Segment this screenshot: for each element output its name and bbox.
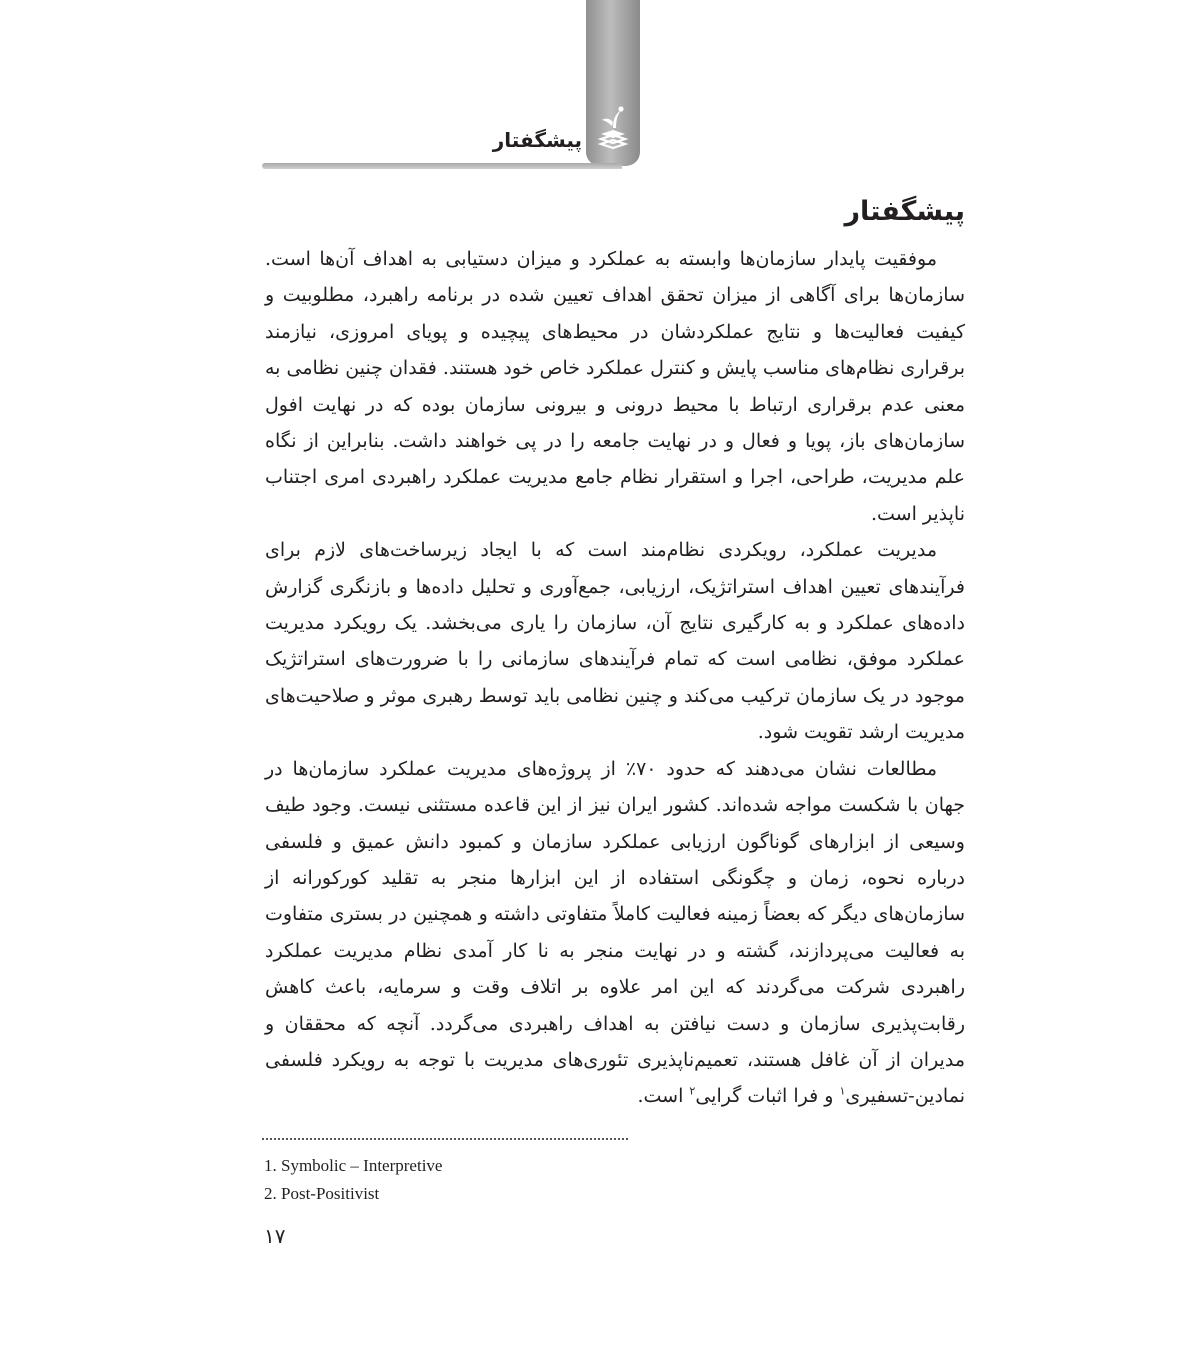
paragraph-1: موفقیت پایدار سازمان‌ها وابسته به عملکرد و میزان دستیابی به اهداف آن‌ها است. سازمان‌ها برای آگاهی از میزان تحقق اهداف تعیین شده در برنامه راهبرد، مطلوبیت و کیفیت فعالیت‌ها و نتایج عملکردشان در محیط‌های پیچیده و پویای امروزی، نیازمند برقراری نظام‌های مناسب پایش و کنترل عملکرد خاص خود هستند. فقدان چنین نظامی به معنی عدم برقراری ارتباط با محیط درونی و بیرونی سازمان بوده که در نهایت افول سازمان‌های باز، پویا و فعال و در نهایت جامعه را در پی خواهند داشت. بنابراین از نگاه علم مدیریت، طراحی، اجرا و استقرار نظام جامع مدیریت عملکرد راهبردی امری اجتناب ناپذیر است. <box>265 248 965 525</box>
body-text <box>265 241 965 1115</box>
paragraph-3-mid: و فرا اثبات گرایی <box>695 1085 840 1108</box>
header-rule <box>262 163 622 169</box>
footnotes <box>264 1152 442 1208</box>
paragraph-3-text: مطالعات نشان می‌دهند که حدود ۷۰٪ از پروژه‌های مدیریت عملکرد سازمان‌ها در جهان با شکست مواجه شده‌اند. کشور ایران نیز از این قاعده مستثنی نیست. وجود طیف وسیعی از ابزارهای گوناگون ارزیابی عملکرد سازمان و کمبود دانش عمیق و فلسفی درباره نحوه، زمان و چگونگی استفاده از این ابزارها منجر به تقلید کورکورانه از سازمان‌های دیگر که بعضاً زمینه فعالیت کاملاً متفاوتی داشته و همچنین در بستری متفاوت به فعالیت می‌پردازند، گشته و در نهایت منجر به نا کار آمدی نظام مدیریت عملکرد راهبردی شرکت می‌گردند که این امر علاوه بر اتلاف وقت و سرمایه، باعث کاهش رقابت‌پذیری سازمان و دست نیافتن به اهداف راهبردی می‌گردد. آنچه که محققان و مدیران از آن غافل هستند، تعمیم‌ناپذیری تئوری‌های مدیریت با توجه به رویکرد فلسفی نمادین-تسفیری <box>265 757 965 1108</box>
footnote-2: 2. Post-Positivist <box>264 1184 380 1203</box>
paragraph-3-end: است. <box>637 1085 690 1108</box>
footnote-ref-2: ۲ <box>689 1085 696 1099</box>
footnote-1: 1. Symbolic – Interpretive <box>264 1156 443 1175</box>
paragraph-3 <box>265 751 965 1115</box>
footnote-separator <box>262 1138 628 1140</box>
page-number: ۱۷ <box>264 1224 286 1248</box>
paragraph-2: مدیریت عملکرد، رویکردی نظام‌مند است که با ایجاد زیرساخت‌های لازم برای فرآیندهای تعیین اهداف استراتژیک، ارزیابی، جمع‌آوری و تحلیل داده‌ها و بازنگری گزارش داده‌های عملکرد و به کارگیری نتایج آن، سازمان را یاری می‌بخشد. یک رویکرد مدیریت عملکرد موفق، نظامی است که تمام فرآیندهای سازمانی را با ضرورت‌های استراتژیک موجود در یک سازمان ترکیب می‌کند و چنین نظامی باید توسط رهبری موثر و صلاحیت‌های مدیریت ارشد تقویت شود. <box>265 539 965 744</box>
running-head: پیشگفتار <box>492 128 582 152</box>
chapter-title: پیشگفتار <box>844 196 965 227</box>
footnote-ref-1: ۱ <box>839 1085 846 1099</box>
book-sprout-icon <box>595 100 631 156</box>
